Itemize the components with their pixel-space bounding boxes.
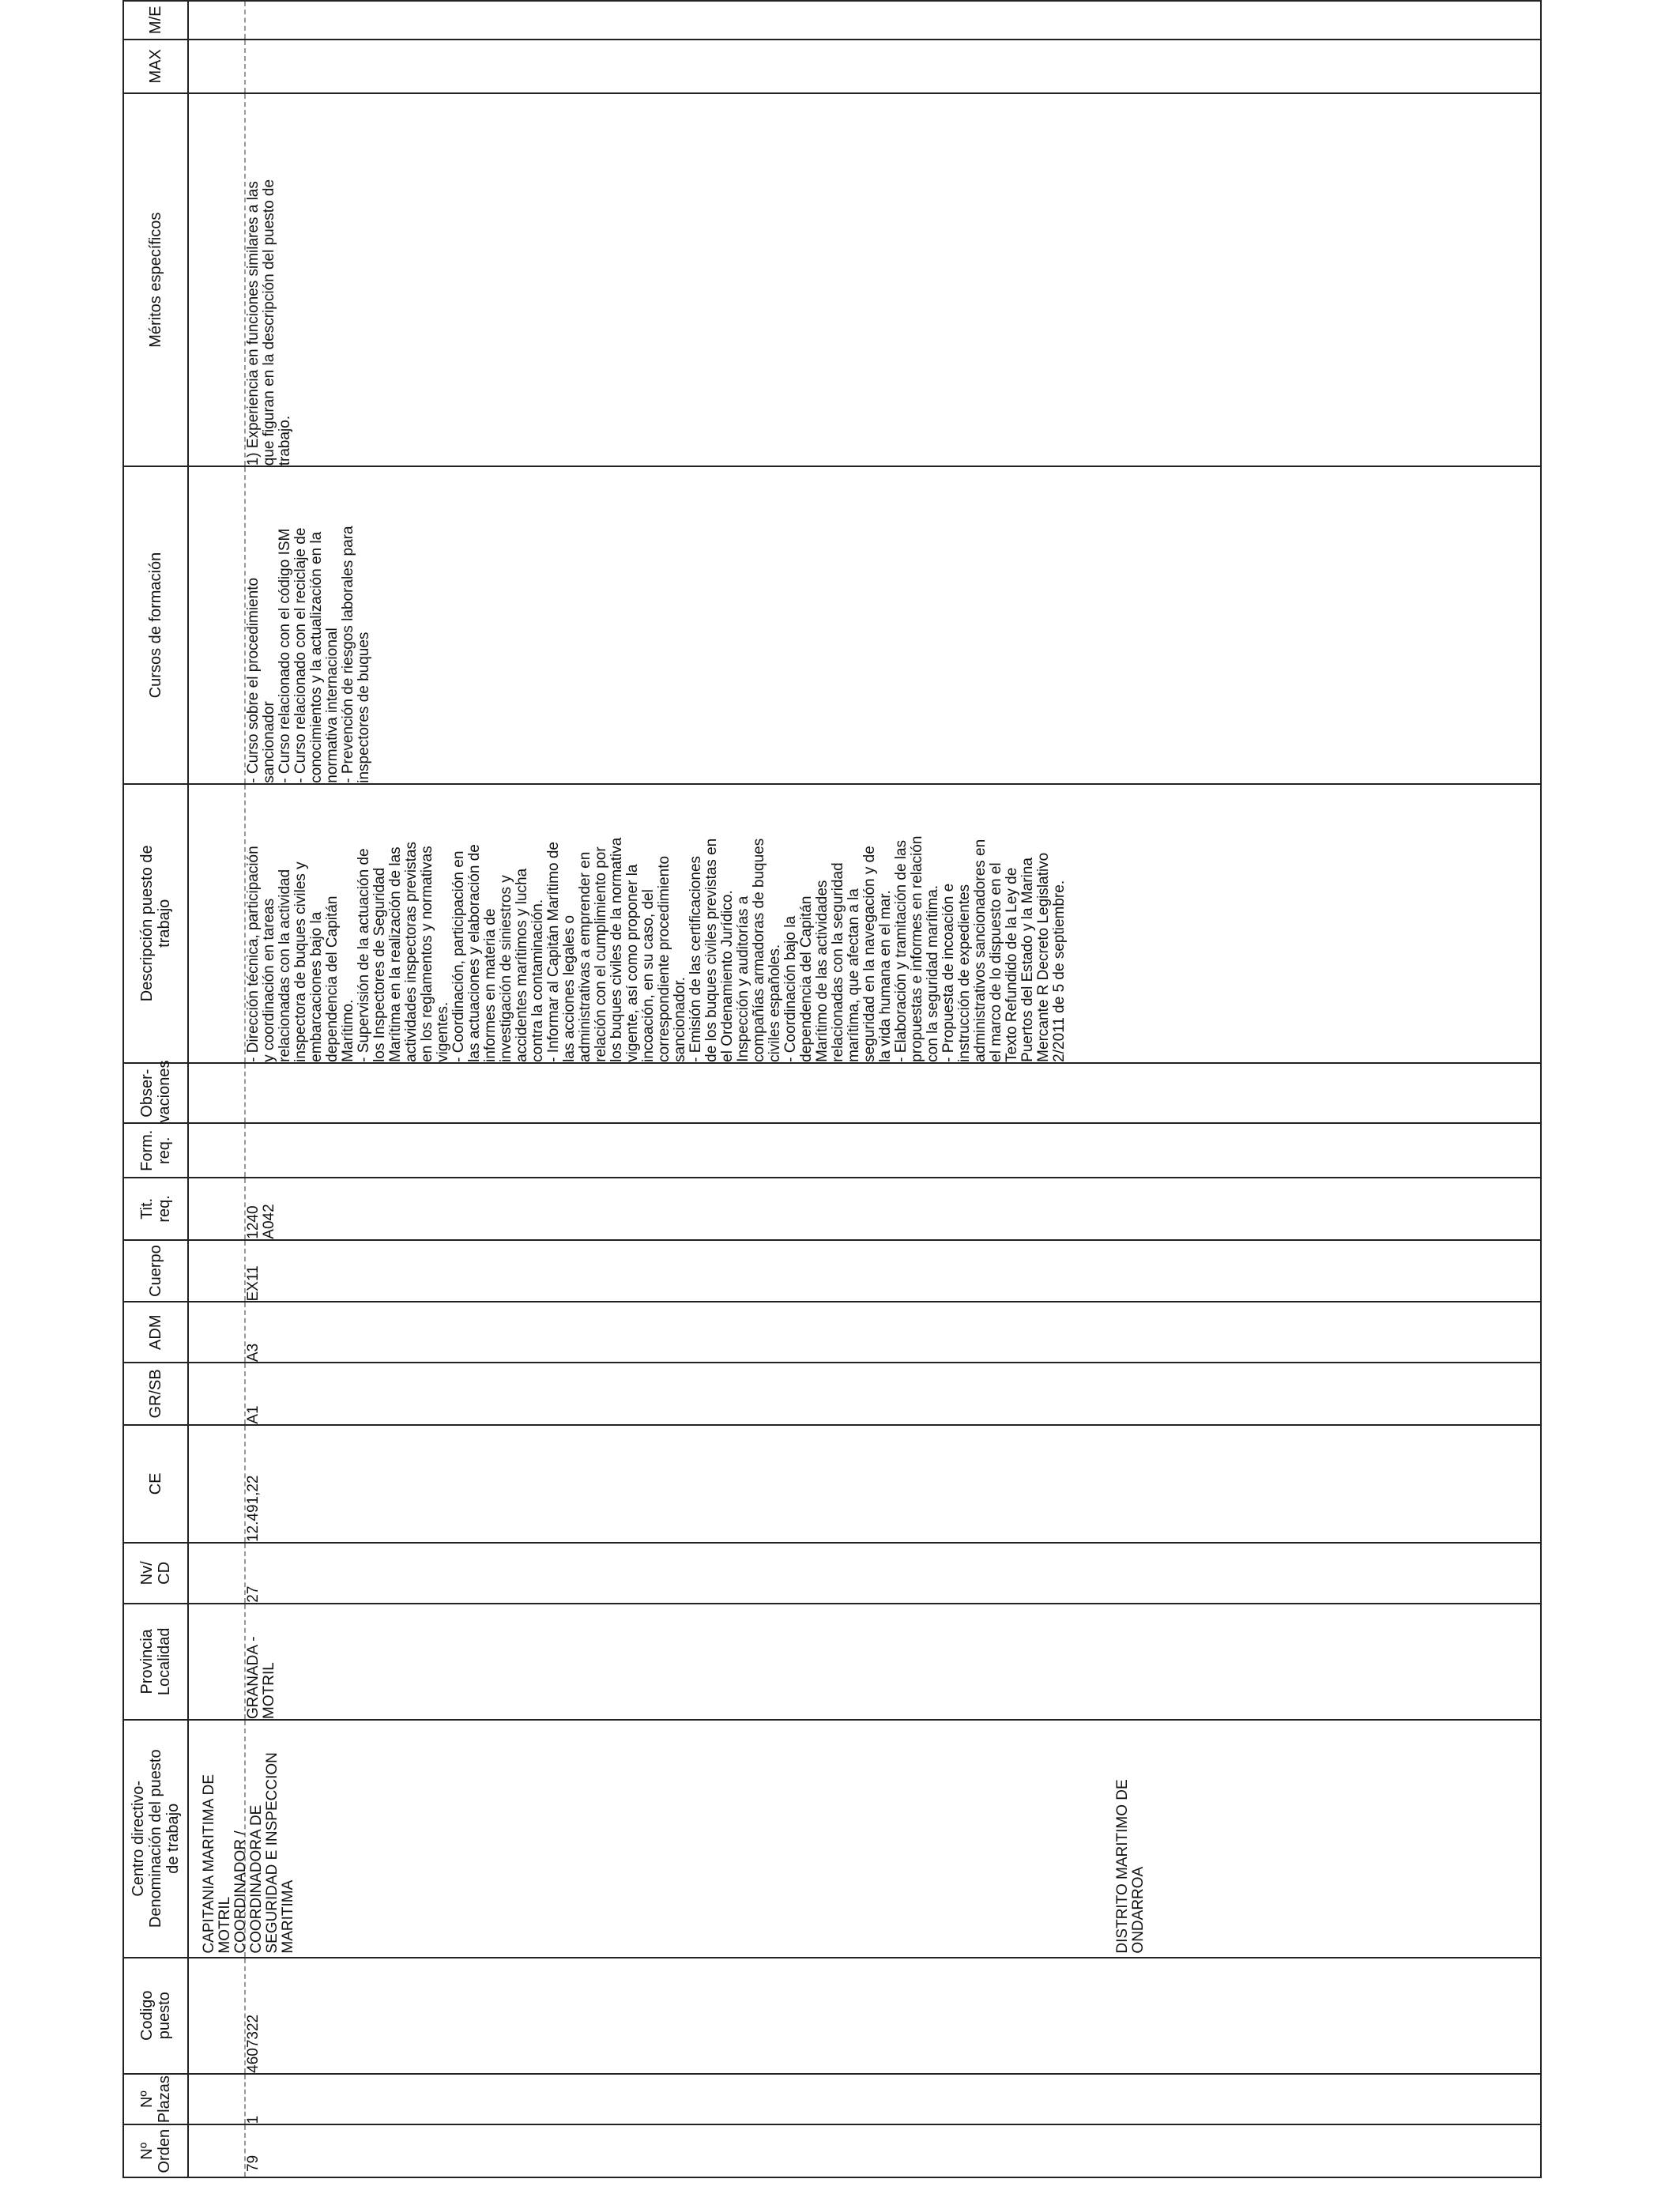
cell-ce: 12.491,22: [245, 1425, 1541, 1543]
cell-cursos: - Curso sobre el procedimiento sancionador - Curso relacionado con el código ISM - Curso relacionado con el reciclaje de conocimientos y la actualización en la normativa internacional - Prevención de riesgos laborales para inspectores de buques: [245, 466, 1541, 783]
header-obs: Obser- vaciones: [123, 1063, 188, 1124]
header-max: MAX: [123, 40, 188, 94]
cell-plazas: 1: [245, 2074, 1541, 2125]
header-orden: Nº Orden: [123, 2124, 188, 2177]
table-row: [245, 1, 1541, 2177]
header-me: M/E: [123, 1, 188, 40]
cell-max: [245, 40, 1541, 94]
cell-tit: 1240 A042: [245, 1178, 1541, 1240]
header-row: [123, 1, 188, 2177]
cell-centro: [201, 1720, 1541, 1958]
header-form: Form. req.: [123, 1123, 188, 1178]
cell-descripcion: - Dirección técnica, participación y coordinación en tareas relacionadas con la actividad inspectora de buques civiles y embarcaciones bajo la dependencia del Capitán Marítimo. - Supervisión de la actuación de los Inspectores de Seguridad Marítima en la realización de las actividades inspectoras previstas en los reglamentos y normativas vigentes. - Coordinación, participación en las actuaciones y elaboración de informes en materia de investigación de siniestros y accidentes marítimos y lucha contra la contaminación. - Informar al Capitán Marítimo de las acciones legales o administrativas a emprender en relación con el cumplimiento por los buques civiles de la normativa vigente, así como proponer la incoación, en su caso, del correspondiente procedimiento sancionador. - Emisión de las certificaciones de los buques civiles previstas en el Ordenamiento Jurídico. Inspección y auditorías a compañías armadoras de buques civiles españoles. - Coordinación bajo la dependencia del Capitán Marítimo de las actividades relacionadas con la seguridad marítima, que afectan a la seguridad en la navegación y de la vida humana en el mar. - Elaboración y tramitación de las propuestas e informes en relación con la seguridad marítima. - Propuesta de incoación e instrucción de expedientes administrativos sancionadores en el marco de lo dispuesto en el Texto Refundido de la Ley de Puertos del Estado y la Marina Mercante R Decreto Legislativo 2/2011 de 5 de septiembre.: [245, 784, 1541, 1063]
next-centro-text: DISTRITO MARITIMO DE ONDARROA: [1114, 1779, 1147, 1954]
cell-obs: [245, 1063, 1541, 1124]
cell-me: [245, 1, 1541, 40]
cell-adm: A3: [245, 1302, 1541, 1363]
header-descripcion: Descripción puesto de trabajo: [123, 784, 188, 1063]
cell-grsb: A1: [245, 1363, 1541, 1425]
cell-nivel: 27: [245, 1543, 1541, 1604]
header-plazas: Nº Plazas: [123, 2074, 188, 2125]
rotated-table-sheet: [122, 0, 1603, 2178]
cell-provincia: GRANADA - MOTRIL: [245, 1604, 1541, 1720]
cell-form: [245, 1123, 1541, 1178]
header-cursos: Cursos de formación: [123, 466, 188, 783]
cell-codigo: 4607322: [245, 1958, 1541, 2074]
header-grsb: GR/SB: [123, 1363, 188, 1425]
cell-meritos: 1) Experiencia en funciones similares a las que figuran en la descripción del puesto de trabajo.: [245, 93, 1541, 466]
header-ce: CE: [123, 1425, 188, 1543]
positions-table: [122, 0, 1542, 2178]
header-codigo: Codigo puesto: [123, 1958, 188, 2074]
header-meritos: Méritos específicos: [123, 93, 188, 466]
centro-text: CAPITANIA MARITIMA DE MOTRIL COORDINADOR / COORDINADORA DE SEGURIDAD E INSPECCION MARITIMA: [201, 1752, 296, 1954]
header-nivel: Nv/ CD: [123, 1543, 188, 1604]
cell-cuerpo: EX11: [245, 1240, 1541, 1302]
cell-orden: 79: [245, 2124, 1541, 2177]
header-centro: Centro directivo- Denominación del puesto de trabajo: [123, 1720, 188, 1958]
header-cuerpo: Cuerpo: [123, 1240, 188, 1302]
header-provincia: Provincia Localidad: [123, 1604, 188, 1720]
header-adm: ADM: [123, 1302, 188, 1363]
header-tit: Tit. req.: [123, 1178, 188, 1240]
